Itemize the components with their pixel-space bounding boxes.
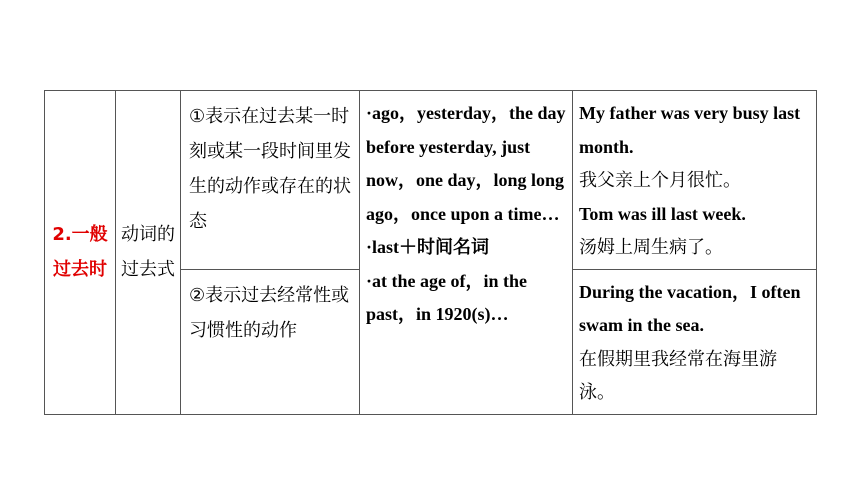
usage-cell-1 — [181, 91, 360, 270]
tense-name: 2.一般过去时 — [52, 224, 108, 281]
verb-form: 动词的过去式 — [121, 224, 175, 281]
grammar-table — [44, 90, 817, 415]
signal-words-item-3: ·at the age of，in the past，in 1920(s)… — [366, 270, 527, 324]
usage-text-2: ②表示过去经常性或习惯性的动作 — [189, 284, 350, 341]
example-en-2: Tom was ill last week. — [579, 203, 746, 224]
example-cell-2 — [573, 269, 817, 414]
tense-name-cell — [45, 91, 116, 415]
usage-cell-2 — [181, 269, 360, 414]
example-cell-1 — [573, 91, 817, 270]
example-zh-2: 汤姆上周生病了。 — [579, 237, 723, 258]
verb-form-cell — [116, 91, 181, 415]
example-en-3: During the vacation，I often swam in the sea. — [579, 281, 801, 335]
table-row — [45, 91, 817, 270]
example-en-1: My father was very busy last month. — [579, 103, 801, 157]
example-zh-1: 我父亲上个月很忙。 — [579, 170, 741, 191]
signal-words-item-1: ·ago，yesterday，the day before yesterday, just now，one day，long long ago，once upon a time… — [366, 103, 566, 224]
signal-words-cell — [360, 91, 573, 415]
signal-words-item-2: ·last＋时间名词 — [366, 237, 490, 257]
example-zh-3: 在假期里我经常在海里游泳。 — [579, 348, 777, 403]
usage-text-1: ①表示在过去某一时刻或某一段时间里发生的动作或存在的状态 — [189, 106, 351, 232]
